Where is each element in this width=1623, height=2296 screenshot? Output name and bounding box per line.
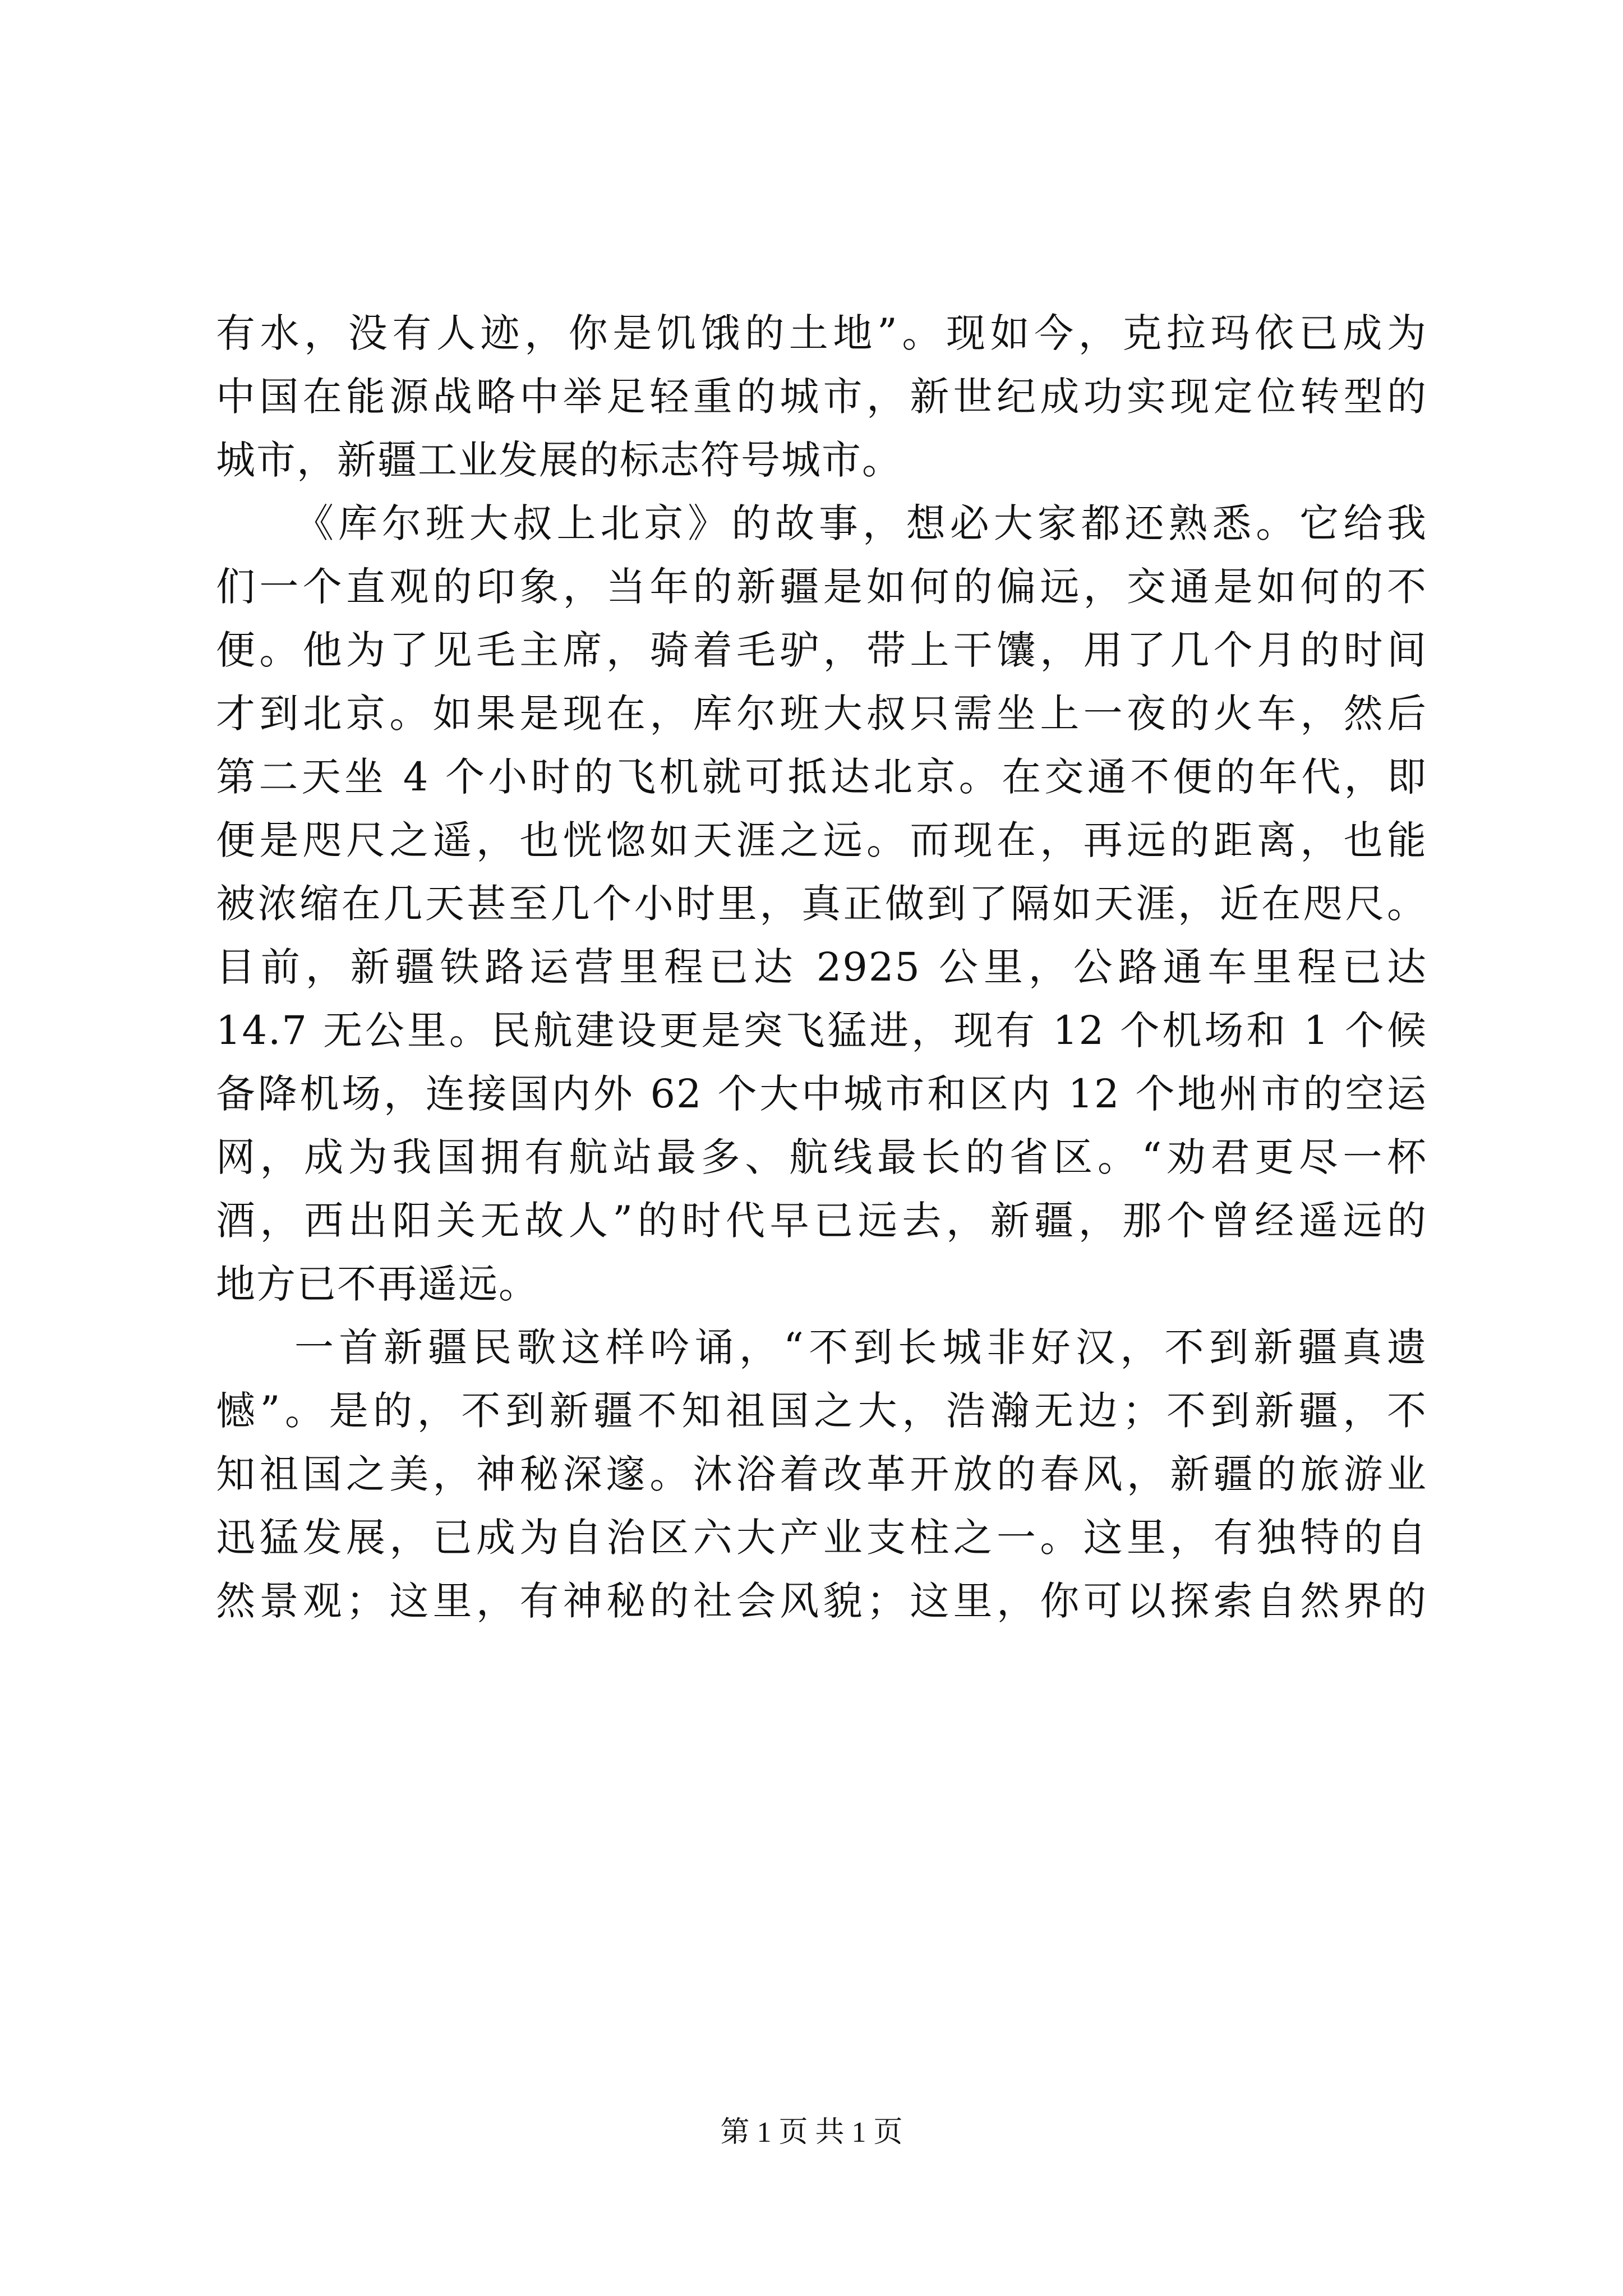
- text-line: 便。他为了见毛主席，骑着毛驴，带上干馕，用了几个月的时间: [216, 627, 1427, 673]
- text-line: 一首新疆民歌这样吟诵，“不到长城非好汉，不到新疆真遗: [294, 1324, 1427, 1370]
- text-line: 才到北京。如果是现在，库尔班大叔只需坐上一夜的火车，然后: [216, 691, 1427, 737]
- text-line: 《库尔班大叔上北京》的故事，想必大家都还熟悉。它给我: [294, 500, 1427, 546]
- text-line: 14.7 无公里。民航建设更是突飞猛进，现有 12 个机场和 1 个候: [216, 1007, 1427, 1053]
- text-line: 目前，新疆铁路运营里程已达 2925 公里，公路通车里程已达: [216, 944, 1427, 990]
- text-line: 地方已不再遥远。: [216, 1261, 539, 1307]
- paragraph-transport: [216, 492, 1427, 1316]
- text-line: 便是咫尺之遥，也恍惚如天涯之远。而现在，再远的距离，也能: [216, 817, 1427, 863]
- text-line: 备降机场，连接国内外 62 个大中城市和区内 12 个地州市的空运: [216, 1071, 1427, 1117]
- document-body: [216, 302, 1427, 1633]
- text-line: 中国在能源战略中举足轻重的城市，新世纪成功实现定位转型的: [216, 374, 1427, 420]
- paragraph-tourism: [216, 1316, 1427, 1633]
- text-line: 然景观；这里，有神秘的社会风貌；这里，你可以探索自然界的: [216, 1578, 1427, 1624]
- page-number-footer: 第 1 页 共 1 页: [720, 2116, 903, 2148]
- text-line: 们一个直观的印象，当年的新疆是如何的偏远，交通是如何的不: [216, 564, 1427, 610]
- text-line: 有水，没有人迹，你是饥饿的土地”。现如今，克拉玛依已成为: [216, 310, 1427, 356]
- text-line: 被浓缩在几天甚至几个小时里，真正做到了隔如天涯，近在咫尺。: [216, 881, 1427, 927]
- text-line: 迅猛发展，已成为自治区六大产业支柱之一。这里，有独特的自: [216, 1515, 1427, 1561]
- text-line: 网，成为我国拥有航站最多、航线最长的省区。“劝君更尽一杯: [216, 1134, 1427, 1180]
- paragraph-karamay: [216, 302, 1427, 492]
- text-line: 知祖国之美，神秘深邃。沐浴着改革开放的春风，新疆的旅游业: [216, 1451, 1427, 1497]
- text-line: 第二天坐 4 个小时的飞机就可抵达北京。在交通不便的年代，即: [216, 754, 1427, 800]
- text-line: 憾”。是的，不到新疆不知祖国之大，浩瀚无边；不到新疆，不: [216, 1388, 1427, 1434]
- text-line: 酒，西出阳关无故人”的时代早已远去，新疆，那个曾经遥远的: [216, 1198, 1427, 1244]
- text-line: 城市，新疆工业发展的标志符号城市。: [216, 437, 902, 483]
